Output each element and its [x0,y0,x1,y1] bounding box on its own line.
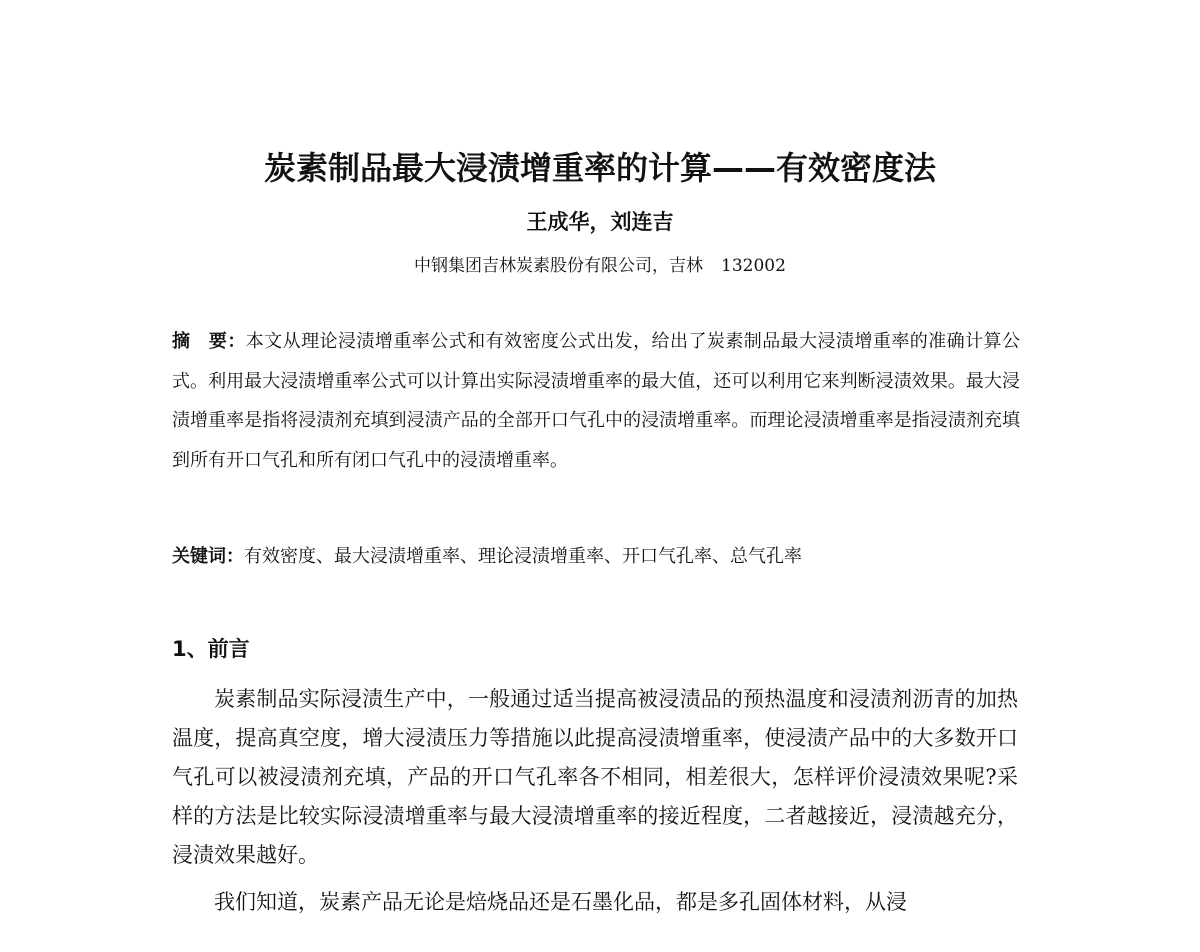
body-paragraph: 我们知道，炭素产品无论是焙烧品还是石墨化品，都是多孔固体材料，从浸 [214,890,907,914]
paper-authors: 王成华，刘连吉 [526,210,674,234]
section-body [172,680,1018,922]
abstract-text: 本文从理论浸渍增重率公式和有效密度公式出发，给出了炭素制品最大浸渍增重率的准确计算公式。利用最大浸渍增重率公式可以计算出实际浸渍增重率的最大值，还可以利用它来判断浸渍效果。最大浸渍增重率是指将浸渍剂充填到浸渍产品的全部开口气孔中的浸渍增重率。而理论浸渍增重率是指浸渍剂充填到所有开口气孔和所有闭口气孔中的浸渍增重率。 [172,331,1020,471]
abstract-label: 摘 要： [172,331,246,352]
paper-affiliation [0,253,1200,279]
paper-title: 炭素制品最大浸渍增重率的计算——有效密度法 [263,149,936,187]
keywords-label: 关键词： [172,546,244,567]
affiliation-name: 中钢集团吉林炭素股份有限公司，吉林 [414,256,704,276]
abstract [172,322,1020,480]
section-heading-introduction: 1、前言 [172,637,250,661]
body-paragraph: 炭素制品实际浸渍生产中，一般通过适当提高被浸渍品的预热温度和浸渍剂沥青的加热温度，提高真空度，增大浸渍压力等措施以此提高浸渍增重率，使浸渍产品中的大多数开口气孔可以被浸渍剂充填，产品的开口气孔率各不相同，相差很大，怎样评价浸渍效果呢?采样的方法是比较实际浸渍增重率与最大浸渍增重率的接近程度，二者越接近，浸渍越充分，浸渍效果越好。 [172,687,1018,867]
affiliation-postcode: 132002 [721,256,786,276]
keywords [172,542,1020,572]
keywords-text: 有效密度、最大浸渍增重率、理论浸渍增重率、开口气孔率、总气孔率 [244,546,802,567]
